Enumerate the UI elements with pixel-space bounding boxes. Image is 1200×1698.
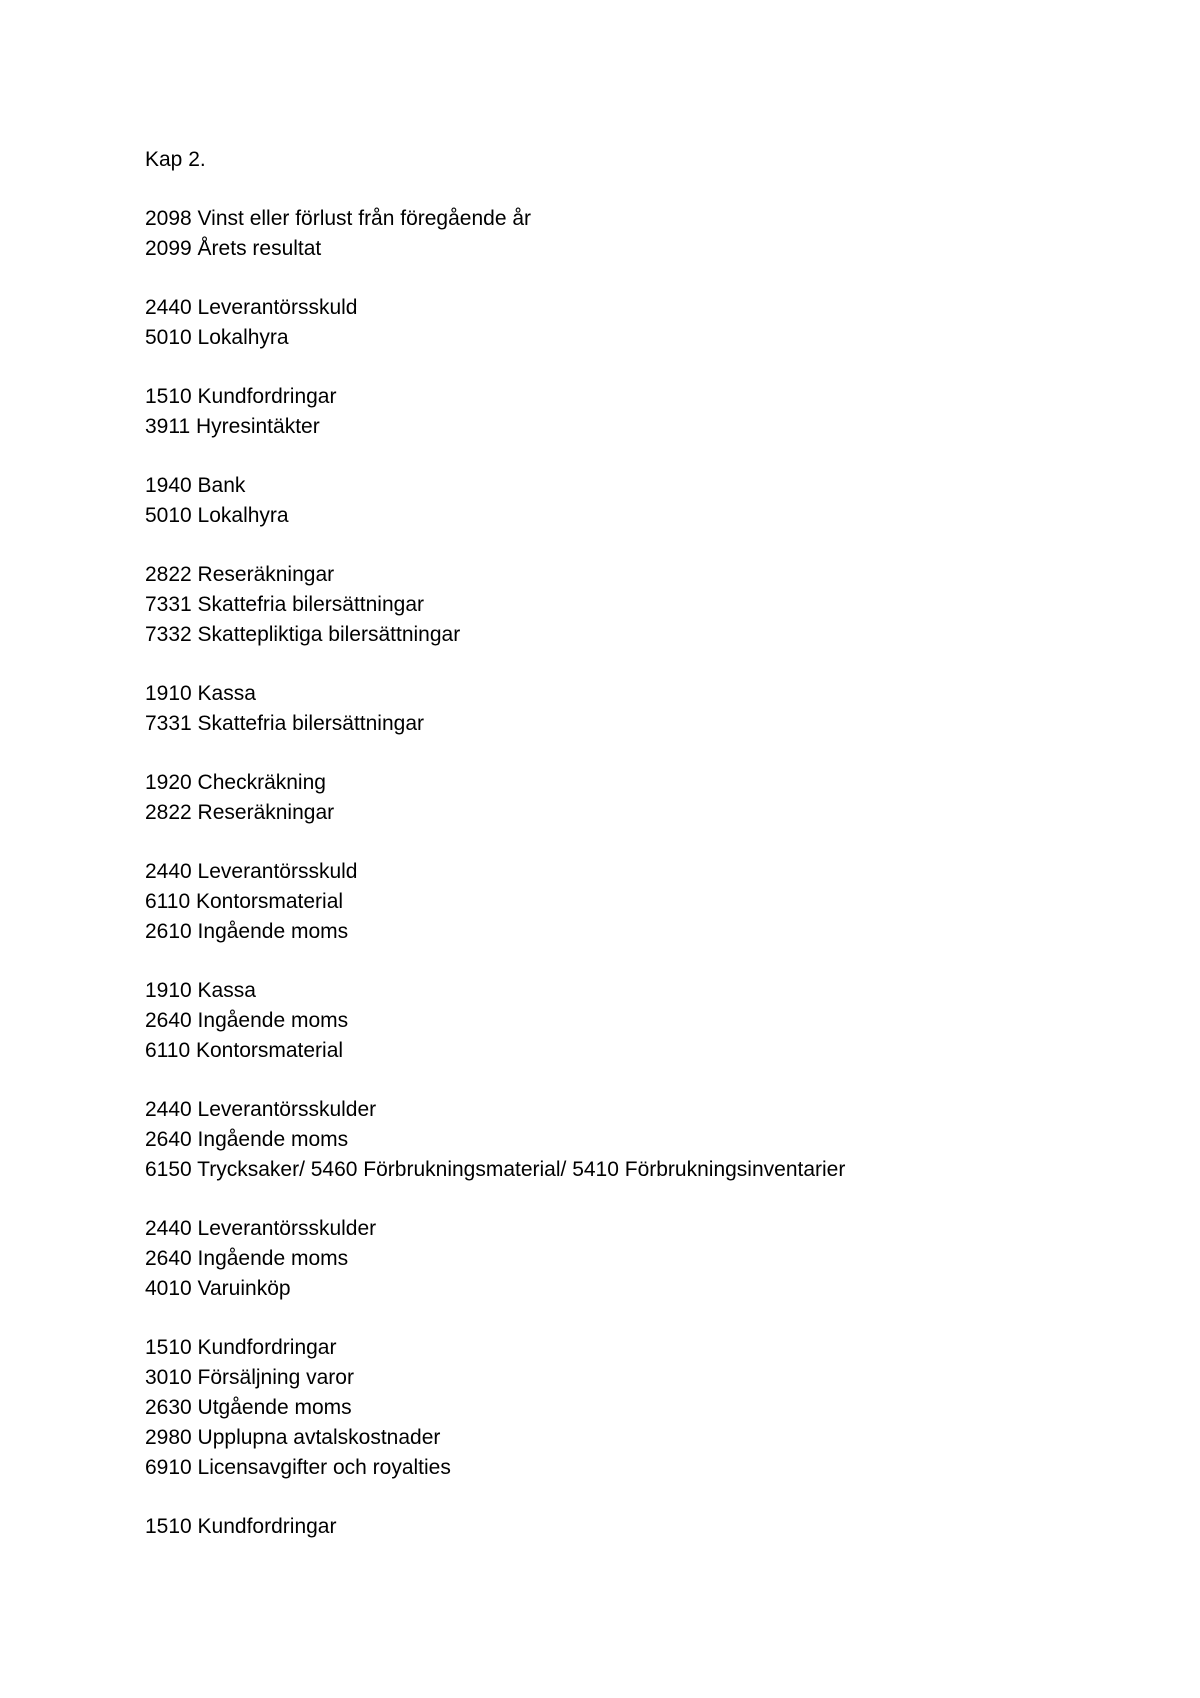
- account-line: 4010 Varuinköp: [145, 1277, 291, 1300]
- account-group: [145, 976, 1145, 1066]
- account-line: 1910 Kassa: [145, 682, 256, 705]
- account-line: 6110 Kontorsmaterial: [145, 890, 344, 913]
- account-line: 2822 Reseräkningar: [145, 563, 335, 586]
- account-group: [145, 1095, 1145, 1185]
- account-line: 1510 Kundfordringar: [145, 1515, 337, 1538]
- account-line: 5010 Lokalhyra: [145, 504, 289, 527]
- account-line: 7332 Skattepliktiga bilersättningar: [145, 623, 461, 646]
- account-line: 6150 Trycksaker/ 5460 Förbrukningsmaterial/ 5410 Förbrukningsinventarier: [145, 1158, 846, 1181]
- account-group: [145, 293, 1145, 353]
- account-line: 1910 Kassa: [145, 979, 256, 1002]
- account-line: 2440 Leverantörsskuld: [145, 860, 358, 883]
- account-line: 7331 Skattefria bilersättningar: [145, 712, 424, 735]
- account-line: 2640 Ingående moms: [145, 1009, 349, 1032]
- account-line: 2640 Ingående moms: [145, 1128, 349, 1151]
- account-group: [145, 1214, 1145, 1304]
- account-line: 2610 Ingående moms: [145, 920, 349, 943]
- account-line: 3911 Hyresintäkter: [145, 415, 320, 438]
- account-group: [145, 857, 1145, 947]
- chapter-heading: Kap 2.: [145, 148, 206, 171]
- account-group: [145, 560, 1145, 650]
- account-line: 1510 Kundfordringar: [145, 385, 337, 408]
- account-group: [145, 471, 1145, 531]
- account-group: [145, 679, 1145, 739]
- account-line: 2640 Ingående moms: [145, 1247, 349, 1270]
- account-group: [145, 768, 1145, 828]
- account-group: [145, 1333, 1145, 1483]
- account-line: 1510 Kundfordringar: [145, 1336, 337, 1359]
- account-line: 5010 Lokalhyra: [145, 326, 289, 349]
- account-line: 2440 Leverantörsskulder: [145, 1098, 377, 1121]
- account-line: 7331 Skattefria bilersättningar: [145, 593, 424, 616]
- account-line: 2099 Årets resultat: [145, 237, 322, 260]
- account-line: 2822 Reseräkningar: [145, 801, 335, 824]
- account-group: [145, 382, 1145, 442]
- account-group: [145, 1512, 1145, 1542]
- account-line: 6110 Kontorsmaterial: [145, 1039, 344, 1062]
- account-line: 2098 Vinst eller förlust från föregående år: [145, 207, 532, 230]
- account-line: 2440 Leverantörsskuld: [145, 296, 358, 319]
- account-line: 1920 Checkräkning: [145, 771, 326, 794]
- account-line: 6910 Licensavgifter och royalties: [145, 1456, 451, 1479]
- account-group: [145, 204, 1145, 264]
- account-line: 3010 Försäljning varor: [145, 1366, 354, 1389]
- account-line: 1940 Bank: [145, 474, 246, 497]
- account-line: 2980 Upplupna avtalskostnader: [145, 1426, 441, 1449]
- account-line: 2440 Leverantörsskulder: [145, 1217, 377, 1240]
- account-line: 2630 Utgående moms: [145, 1396, 352, 1419]
- document-content: [145, 145, 1145, 1571]
